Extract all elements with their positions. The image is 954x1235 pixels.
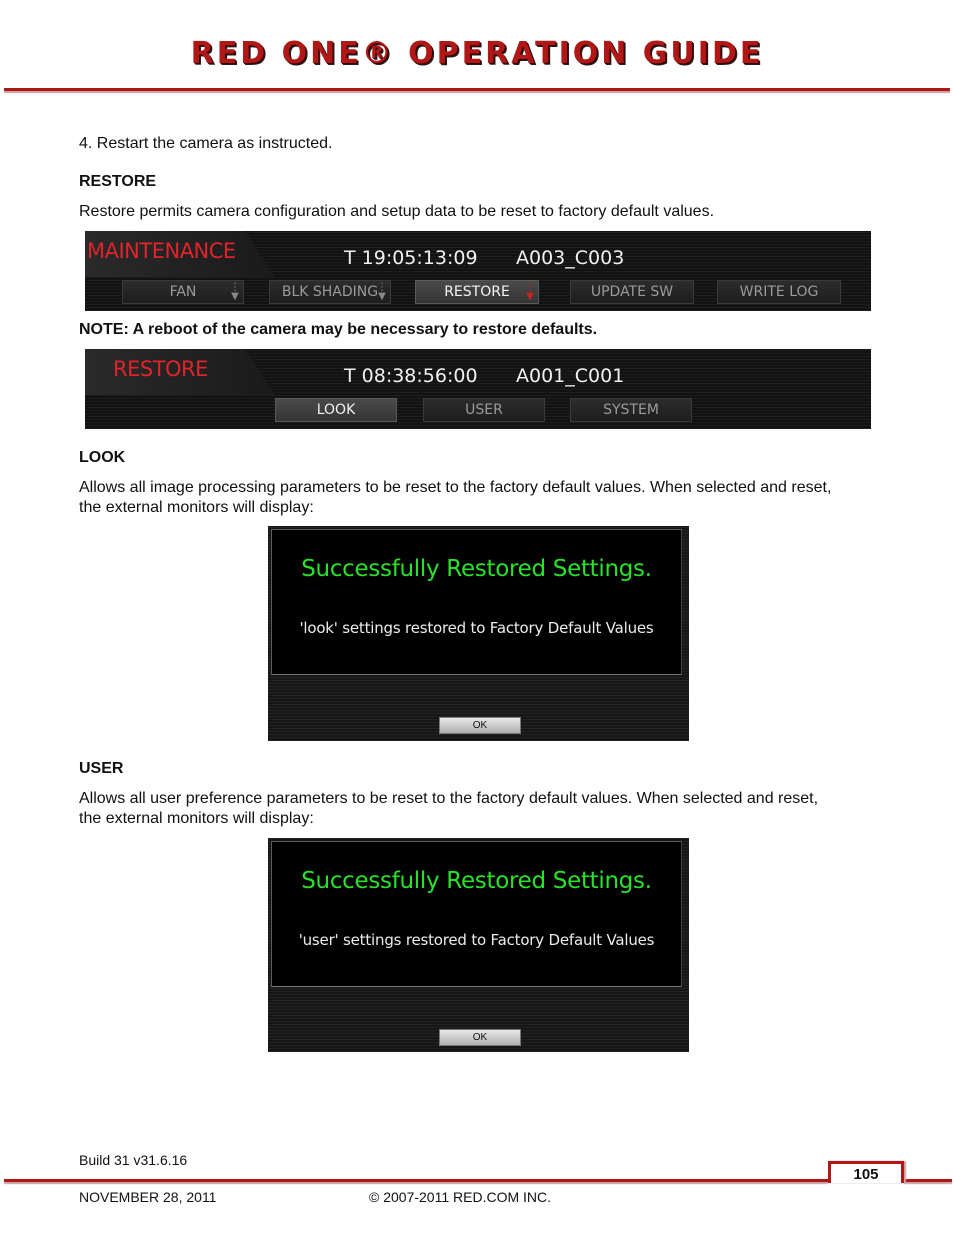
user-description-line-2: the external monitors will display:	[79, 810, 314, 827]
restore-button[interactable]	[415, 280, 539, 304]
submenu-arrow-icon: ⋮ ▼	[525, 282, 535, 302]
user-button[interactable]	[423, 398, 545, 422]
blk-shading-button-label: BLK SHADING	[281, 284, 379, 300]
page-number: 105	[828, 1161, 904, 1183]
dialog-message: 'look' settings restored to Factory Default Values	[299, 619, 654, 637]
dialog-message: 'user' settings restored to Factory Default Values	[298, 931, 655, 949]
restore-menu-panel	[85, 349, 871, 429]
fan-button-label: FAN	[169, 284, 197, 300]
look-description-line-1: Allows all image processing parameters to be reset to the factory default values. When selected and reset,	[79, 479, 832, 496]
submenu-arrow-icon: ⋮ ▼	[377, 282, 387, 302]
clip-name: A003_C003	[516, 247, 625, 269]
user-heading: USER	[79, 760, 124, 777]
ok-button[interactable]: OK	[439, 1029, 521, 1046]
look-heading: LOOK	[79, 449, 126, 466]
user-restored-dialog	[268, 838, 689, 1052]
update-sw-button[interactable]	[570, 280, 694, 304]
system-button[interactable]	[570, 398, 692, 422]
header-rule	[4, 88, 950, 91]
step-4-text: 4. Restart the camera as instructed.	[79, 135, 333, 152]
build-version: Build 31 v31.6.16	[79, 1152, 188, 1168]
footer-copyright: © 2007-2011 RED.COM INC.	[369, 1189, 552, 1205]
maintenance-menu-panel	[85, 231, 871, 311]
clip-name: A001_C001	[516, 365, 625, 387]
reboot-note: NOTE: A reboot of the camera may be necessary to restore defaults.	[79, 321, 598, 338]
dialog-title: Successfully Restored Settings.	[301, 556, 652, 582]
write-log-button-label: WRITE LOG	[739, 284, 819, 300]
timecode: T 19:05:13:09	[344, 247, 478, 269]
dialog-screen	[271, 529, 682, 675]
footer-rule	[4, 1179, 828, 1182]
look-description-line-2: the external monitors will display:	[79, 499, 314, 516]
dialog-screen	[271, 841, 682, 987]
guide-title: RED ONE® OPERATION GUIDE	[190, 36, 764, 71]
user-description-line-1: Allows all user preference parameters to be reset to the factory default values. When selected and reset,	[79, 790, 819, 807]
restore-button-label: RESTORE	[444, 284, 510, 300]
look-restored-dialog	[268, 526, 689, 741]
footer-date: NOVEMBER 28, 2011	[79, 1189, 217, 1205]
footer-rule	[904, 1179, 952, 1182]
fan-button[interactable]	[122, 280, 244, 304]
write-log-button[interactable]	[717, 280, 841, 304]
restore-title: RESTORE	[113, 357, 208, 381]
update-sw-button-label: UPDATE SW	[590, 284, 674, 300]
blk-shading-button[interactable]	[269, 280, 391, 304]
restore-heading: RESTORE	[79, 173, 157, 190]
user-button-label: USER	[465, 402, 503, 418]
maintenance-title: MAINTENANCE	[87, 239, 236, 263]
dialog-title: Successfully Restored Settings.	[301, 868, 652, 894]
system-button-label: SYSTEM	[603, 402, 659, 418]
submenu-arrow-icon: ⋮ ▼	[230, 282, 240, 302]
restore-description: Restore permits camera configuration and setup data to be reset to factory default values.	[79, 203, 715, 220]
look-button-label: LOOK	[316, 402, 356, 418]
timecode: T 08:38:56:00	[344, 365, 478, 387]
look-button[interactable]	[275, 398, 397, 422]
ok-button[interactable]: OK	[439, 717, 521, 734]
